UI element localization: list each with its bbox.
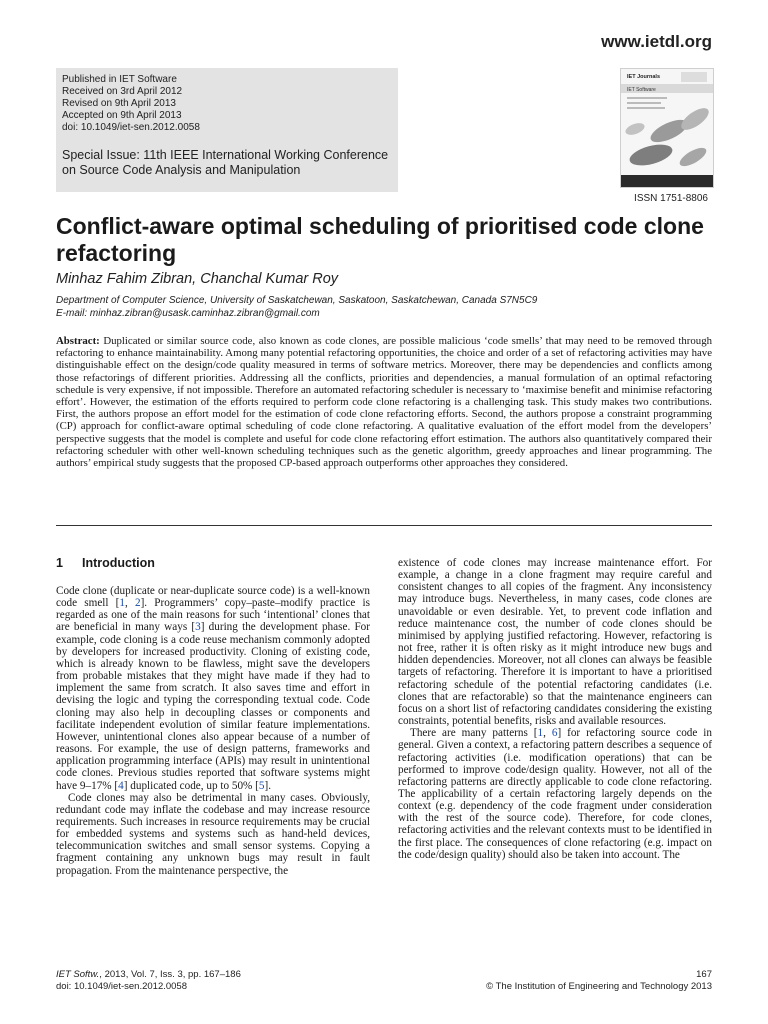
text-run: Code clone (duplicate or near-duplicate source code) is a well-known code smell [	[56, 585, 370, 610]
accepted-date: Accepted on 9th April 2013	[62, 110, 182, 121]
text-run: ]. Programmers’ copy–paste–modify practice is regarded as one of the main reasons for such ‘intentional’ clones that are beneficial in many ways [	[56, 597, 370, 634]
journal-cover-image	[620, 68, 714, 188]
footer-journal-line	[56, 969, 241, 981]
abstract-text: Duplicated or similar source code, also known as code clones, are possible malicious ‘code smells’ that may need to be removed through refactoring to enhance maintainability. Among many potential refactoring opportunities, the choice and order of a set of refactoring activities may have distinguishable effect on the design/code quality measured in terms of software metrics. Moreover, there may be dependencies and conflicts among those refactorings of different priorities. Addressing all the conflicts, priorities and dependencies, a manual formulation of an optimal refactoring schedule is very expensive, if not impossible. Therefore an automated refactoring scheduler is necessary to ‘maximise benefit and minimise refactoring effort’. However, the estimation of the efforts required to perform code clone refactoring is a challenging task. This study makes two contributions. First, the authors propose an effort model for the estimation of code clone refactoring efforts. Second, the authors propose a constraint programming (CP) approach for conflict-aware optimal scheduling of code clone refactoring. A qualitative evaluation of the effort model from the developers’ perspective suggests that the model is complete and useful for code clone refactoring effort estimation. The authors also quantitatively compared their refactoring scheduler with other well-known scheduling techniques such as the genetic algorithm, greedy approaches and linear programming. The authors’ empirical study suggests that the proposed CP-based approach outperforms other approaches they considered.	[56, 335, 712, 470]
special-issue-note: Special Issue: 11th IEEE International Working Conference on Source Code Analysis and Manipulation	[62, 148, 389, 177]
text-run: There are many patterns [	[410, 727, 538, 740]
citation-link[interactable]: 6	[551, 727, 558, 740]
author-affiliation: Department of Computer Science, University of Saskatchewan, Saskatoon, Saskatchewan, Canada S7N5C9	[56, 295, 538, 306]
intro-paragraph-2: Code clones may also be detrimental in many cases. Obviously, redundant code may inflate the codebase and may increase resource requirements. Such increases in resource requirements may be crucial for embedded systems and systems such as hand-held devices, telecommunication switches and small sensor systems. Copying a fragment containing any unknown bugs may result in fault propagation. From the maintenance perspective, the	[56, 791, 370, 877]
citation-link[interactable]: 2	[134, 597, 141, 610]
abstract	[56, 335, 712, 469]
right-column	[398, 557, 712, 861]
footer-journal-abbrev: IET Softw.	[56, 969, 100, 980]
section-heading	[56, 556, 370, 570]
footer-journal-details: , 2013, Vol. 7, Iss. 3, pp. 167–186	[99, 969, 241, 980]
text-run: ,	[125, 597, 135, 610]
citation-link[interactable]: 3	[195, 621, 201, 634]
left-column	[56, 556, 370, 877]
intro-paragraph-1	[56, 585, 370, 792]
citation-link[interactable]: 4	[118, 779, 124, 792]
abstract-divider	[56, 525, 712, 526]
text-run: ,	[543, 727, 552, 740]
copyright: © The Institution of Engineering and Technology 2013	[486, 981, 712, 992]
text-run: ] duplicated code, up to 50% [	[123, 779, 259, 792]
received-date: Received on 3rd April 2012	[62, 86, 183, 97]
text-run: ] during the development phase. For example, code cloning is a code reuse mechanism commonly adopted by developers for increased productivity. Cloning of existing code, which is already known to be flawless, might save the developers from probable mistakes that they might have made if they had to implement the same from scratch. It also saves time and effort in devising the logic and typing the corresponding textual code. Code cloning may also help in decoupling classes or components and facilitate independent evolution of similar feature implementations. However, unintentional clones also appear because of a number of reasons. For example, the use of design patterns, frameworks and application programming interface (APIs) may result in unintentional code clones. Previous studies reported that software systems might have 9–17% [	[56, 621, 370, 792]
footer-doi: doi: 10.1049/iet-sen.2012.0058	[56, 981, 187, 992]
publication-meta	[62, 74, 200, 134]
cover-brand: IET Journals	[627, 74, 661, 80]
header-doi: doi: 10.1049/iet-sen.2012.0058	[62, 122, 200, 133]
author-email[interactable]: E-mail: minhaz.zibran@usask.caminhaz.zibran@gmail.com	[56, 308, 320, 319]
cover-journal-name: IET Software	[627, 87, 656, 93]
site-url[interactable]: www.ietdl.org	[601, 32, 712, 51]
revised-date: Revised on 9th April 2013	[62, 98, 176, 109]
citation-link[interactable]: 1	[537, 727, 544, 740]
text-run: ] for refactoring source code in general. Given a context, a refactoring pattern describes a sequence of refactoring activities (i.e. modification operations) that can be performed to improve code/design quality. However, not all of the refactoring patterns are directly applicable to code clone refactoring. The applicability of a certain refactoring largely depends on the context (e.g. dependency of the code fragment under consideration with the rest of the source code). Therefore, for code clones, refactoring activities and the relevant contexts must to be identified in the first place. The consequences of clone refactoring (e.g. impact on the code/design quality) should also be taken into account. The	[398, 727, 712, 861]
issn: ISSN 1751-8806	[634, 193, 708, 204]
intro-paragraph-4	[398, 727, 712, 861]
article-authors: Minhaz Fahim Zibran, Chanchal Kumar Roy	[56, 271, 339, 287]
footer-right	[486, 969, 712, 993]
abstract-label: Abstract:	[56, 335, 100, 347]
section-number: 1	[56, 556, 63, 570]
journal-cover-art	[621, 69, 713, 187]
section-title: Introduction	[82, 556, 155, 570]
footer-citation	[56, 969, 241, 993]
citation-link[interactable]: 1	[119, 597, 125, 610]
author-affiliation-block	[56, 294, 537, 320]
citation-link[interactable]: 5	[258, 779, 265, 792]
page-number: 167	[696, 969, 712, 980]
intro-paragraph-3: existence of code clones may increase maintenance effort. For example, a change in a clone fragment may require careful and consistent changes to all copies of the fragment. Any inconsistency may introduce bugs. Nevertheless, in many cases, code clones are unavoidable or even desirable. Yet, to prevent code inflation and reduce maintenance cost, the number of code clones should be minimised by applying justified refactoring. However, refactoring is not free, rather it is often risky as it might introduce new bugs and hidden dependencies. Moreover, not all clones can always be feasible targets of refactoring. Therefore it is important to have a prioritised refactoring schedule of the potential refactoring candidates (i.e. clones that are refactorable) so that the maintenance engineers can focus on a short list of refactoring candidates considering the existing constraints, potential benefits, risks and available resources.	[398, 557, 712, 728]
article-title: Conflict-aware optimal scheduling of prioritised code clone refactoring	[56, 213, 704, 266]
published-in: Published in IET Software	[62, 74, 177, 85]
text-run: ].	[264, 779, 271, 792]
